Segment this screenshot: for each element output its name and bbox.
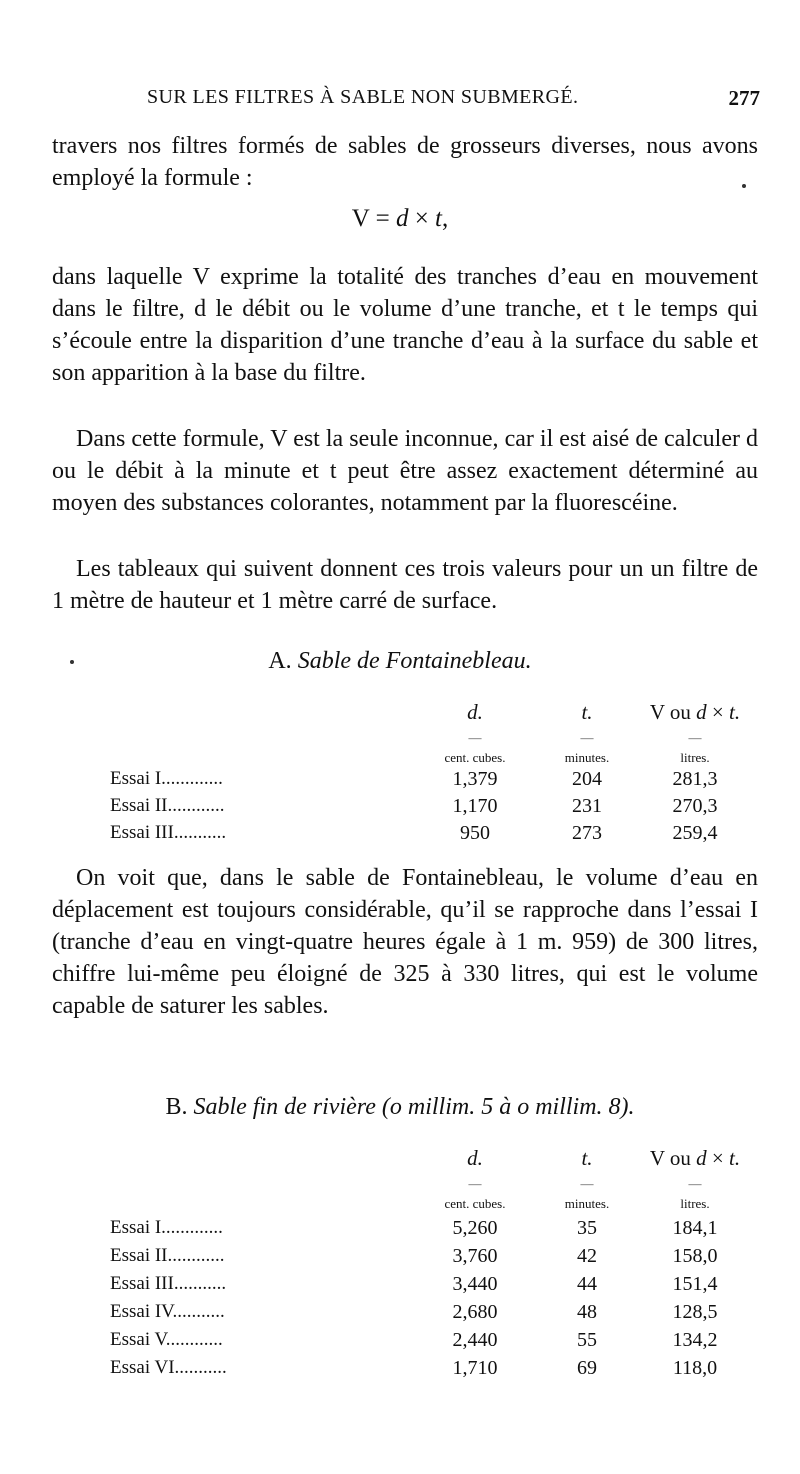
- table-a-header-t: t.: [581, 700, 593, 724]
- table-a-cell-t: 273: [572, 822, 602, 844]
- table-b-row-label: Essai VI...........: [110, 1357, 227, 1378]
- running-head: [52, 86, 760, 120]
- table-b-cell-d: 3,440: [452, 1273, 498, 1295]
- table-b-row-label: Essai IV...........: [110, 1301, 225, 1322]
- table-a-name: Sable de Fontainebleau.: [297, 648, 532, 674]
- table-b-cell-v: 184,1: [672, 1217, 718, 1239]
- table-b-cell-d: 3,760: [452, 1245, 498, 1267]
- table-b-title: [0, 1094, 800, 1121]
- table-b-dash-t: —: [580, 1176, 594, 1191]
- table-a-cell-v: 270,3: [672, 795, 718, 817]
- scan-speck: [70, 660, 74, 664]
- formula: [0, 205, 800, 233]
- table-b-cell-v: 134,2: [672, 1329, 718, 1351]
- table-a-unit-t: minutes.: [564, 750, 610, 765]
- table-b-cell-t: 35: [577, 1217, 597, 1239]
- table-a-cell-d: 1,379: [452, 768, 498, 790]
- paragraph-fontainebleau-comment: On voit que, dans le sable de Fontainebleau, le volume d’eau en déplacement est toujours considérable, qu’il se rapproche dans l’essai I (tranche d’eau en vingt-quatre heures égale à 1 m. 959) de 300 litres, chiffre lui-même peu éloigné de 325 à 330 litres, qui est le volume capable de saturer les sables.: [52, 865, 758, 1019]
- table-b-cell-v: 151,4: [672, 1273, 718, 1295]
- table-b-header-t: t.: [581, 1146, 593, 1170]
- paragraph-intro: travers nos filtres formés de sables de grosseurs diverses, nous avons employé la formule :: [52, 133, 758, 191]
- table-a-row-label: Essai II............: [110, 795, 225, 816]
- table-a-cell-v: 281,3: [672, 768, 718, 790]
- table-b-unit-d: cent. cubes.: [444, 1196, 506, 1211]
- table-a-row-label: Essai III...........: [110, 822, 227, 843]
- table-a-title: [0, 648, 800, 675]
- table-b-cell-t: 48: [577, 1301, 597, 1323]
- table-b-cell-d: 2,440: [452, 1329, 498, 1351]
- table-b-row-label: Essai V............: [110, 1329, 223, 1350]
- table-b-letter: B.: [165, 1094, 194, 1120]
- scan-speck: [742, 184, 746, 188]
- table-b-header-v: V ou d × t.: [649, 1146, 741, 1170]
- formula-lhs: V =: [351, 205, 396, 232]
- table-b-cell-v: 118,0: [672, 1357, 718, 1379]
- table-b-unit-v: litres.: [680, 1196, 710, 1211]
- table-a-dash-d: —: [468, 730, 482, 745]
- table-b-row-label: Essai III...........: [110, 1273, 227, 1294]
- table-a-cell-d: 950: [460, 822, 490, 844]
- table-a-row-label: Essai I.............: [110, 768, 223, 789]
- table-b-row-label: Essai II............: [110, 1245, 225, 1266]
- table-b-dash-d: —: [468, 1176, 482, 1191]
- table-b-cell-t: 42: [577, 1245, 597, 1267]
- formula-d: d: [395, 205, 409, 232]
- table-a-header-v: V ou d × t.: [649, 700, 741, 724]
- paragraph-tables-intro: Les tableaux qui suivent donnent ces trois valeurs pour un un filtre de 1 mètre de hauteur et 1 mètre carré de surface.: [52, 556, 758, 614]
- table-a-dash-t: —: [580, 730, 594, 745]
- table-b-row-label: Essai I.............: [110, 1217, 223, 1238]
- formula-t: t: [435, 205, 442, 232]
- table-a-header-d: d.: [467, 700, 483, 724]
- table-b-cell-d: 2,680: [452, 1301, 498, 1323]
- paragraph-formula-explanation: Dans cette formule, V est la seule inconnue, car il est aisé de calculer d ou le débit à la minute et t peut être assez exactement déterminé au moyen des substances colorantes, notamment par la fluorescéine.: [52, 426, 758, 516]
- table-b-dash-v: —: [688, 1176, 702, 1191]
- paragraph-definition: dans laquelle V exprime la totalité des tranches d’eau en mouvement dans le filtre, d le débit ou le volume d’une tranche, et t le temps qui s’écoule entre la disparition d’une tranche d’eau à la surface du sable et son apparition à la base du filtre.: [52, 264, 758, 386]
- table-a-cell-t: 231: [572, 795, 602, 817]
- table-b-cell-t: 55: [577, 1329, 597, 1351]
- table-b-unit-t: minutes.: [564, 1196, 610, 1211]
- table-b-cell-t: 44: [577, 1273, 597, 1295]
- table-b-name: Sable fin de rivière (o millim. 5 à o millim. 8).: [193, 1094, 635, 1120]
- table-b-cell-d: 1,710: [452, 1357, 498, 1379]
- formula-end: ,: [442, 205, 449, 232]
- formula-times: ×: [408, 205, 436, 232]
- table-b-cell-v: 128,5: [672, 1301, 718, 1323]
- table-a-cell-t: 204: [572, 768, 602, 790]
- running-title: SUR LES FILTRES À SABLE NON SUBMERGÉ.: [147, 86, 579, 108]
- table-a-unit-d: cent. cubes.: [444, 750, 506, 765]
- table-a-cell-d: 1,170: [452, 795, 498, 817]
- table-b-header-d: d.: [467, 1146, 483, 1170]
- table-a-letter: A.: [268, 648, 298, 674]
- table-a-dash-v: —: [688, 730, 702, 745]
- page-number: 277: [728, 86, 760, 110]
- table-b-cell-v: 158,0: [672, 1245, 718, 1267]
- table-a-cell-v: 259,4: [672, 822, 718, 844]
- table-a-unit-v: litres.: [680, 750, 710, 765]
- table-b-cell-d: 5,260: [452, 1217, 498, 1239]
- table-b-cell-t: 69: [577, 1357, 597, 1379]
